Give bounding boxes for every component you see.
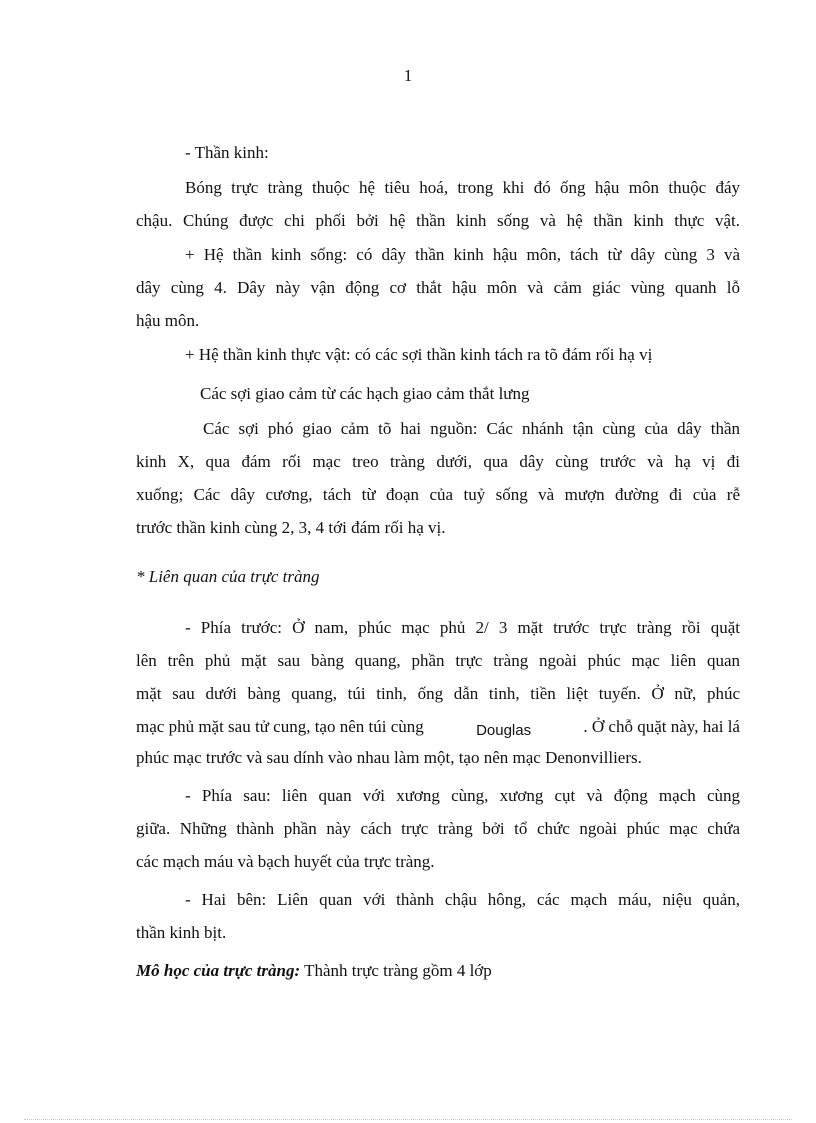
- parasympathetic-line3: xuống; Các dây cương, tách từ đoạn của tuỷ sống và mượn đường đi của rễ: [136, 485, 740, 504]
- nerves-heading: - Thần kinh:: [185, 143, 269, 162]
- sides-relation-line2: thần kinh bịt.: [136, 923, 227, 942]
- nerves-para1-line2: chậu. Chúng được chi phối bởi hệ thần kinh sống và hệ thần kinh thực vật.: [136, 211, 740, 230]
- sides-relation-line1: - Hai bên: Liên quan với thành chậu hông, các mạch máu, niệu quản,: [185, 890, 740, 909]
- parasympathetic-line1: Các sợi phó giao cảm tõ hai nguồn: Các nhánh tận cùng của dây thần: [203, 419, 740, 438]
- back-relation-line2: giữa. Những thành phần này cách trực tràng bởi tổ chức ngoài phúc mạc chứa: [136, 819, 740, 838]
- relations-heading: * Liên quan của trực tràng: [136, 567, 320, 586]
- autonomic-nerves-line1: + Hệ thần kinh thực vật: có các sợi thần kinh tách ra tõ đám rối hạ vị: [185, 345, 653, 364]
- spinal-nerves-line3: hậu môn.: [136, 311, 200, 330]
- page-number: 1: [403, 66, 413, 85]
- douglas-term: Douglas: [476, 722, 532, 739]
- histology-line: [136, 960, 492, 982]
- spinal-nerves-line2: dây cùng 4. Dây này vận động cơ thắt hậu môn và cảm giác vùng quanh lỗ: [136, 278, 740, 297]
- front-relation-line2: lên trên phủ mặt sau bàng quang, phần trực tràng ngoài phúc mạc liên quan: [136, 651, 740, 670]
- nerves-para1-line1: Bóng trực tràng thuộc hệ tiêu hoá, trong khi đó ống hậu môn thuộc đáy: [185, 178, 740, 197]
- front-relation-line4-part2: . Ở chỗ quặt này, hai lá: [583, 717, 740, 736]
- front-relation-line1: - Phía trước: Ở nam, phúc mạc phủ 2/ 3 mặt trước trực tràng rồi quặt: [185, 618, 740, 637]
- histology-label: Mô học của trực tràng:: [136, 961, 301, 980]
- histology-text: Thành trực tràng gồm 4 lớp: [304, 961, 492, 980]
- back-relation-line1: - Phía sau: liên quan với xương cùng, xương cụt và động mạch cùng: [185, 786, 740, 805]
- front-relation-line4: [136, 716, 740, 739]
- sympathetic-fibers: Các sợi giao cảm từ các hạch giao cảm thắt lưng: [200, 384, 530, 403]
- parasympathetic-line4: trước thần kinh cùng 2, 3, 4 tới đám rối hạ vị.: [136, 518, 446, 537]
- back-relation-line3: các mạch máu và bạch huyết của trực tràng.: [136, 852, 435, 871]
- page-bottom-rule: [24, 1119, 792, 1120]
- front-relation-line5: phúc mạc trước và sau dính vào nhau làm một, tạo nên mạc Denonvilliers.: [136, 748, 642, 767]
- spinal-nerves-line1: + Hệ thần kinh sống: có dây thần kinh hậu môn, tách từ dây cùng 3 và: [185, 245, 740, 264]
- parasympathetic-line2: kinh X, qua đám rối mạc treo tràng dưới, qua dây cùng trước và hạ vị đi: [136, 452, 740, 471]
- front-relation-line3: mặt sau dưới bàng quang, túi tinh, ống dẫn tinh, tiền liệt tuyến. Ở nữ, phúc: [136, 684, 740, 703]
- front-relation-line4-part1: mạc phủ mặt sau tử cung, tạo nên túi cùng: [136, 717, 424, 736]
